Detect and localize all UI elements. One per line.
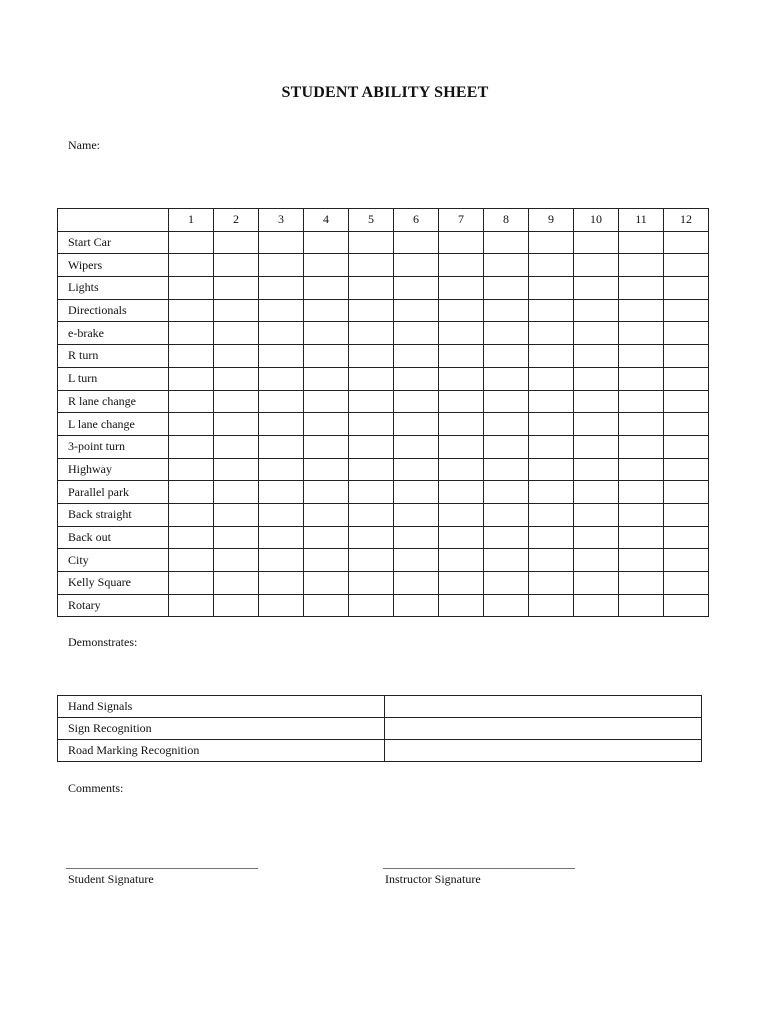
table-row [58,299,709,322]
check-cell[interactable] [619,458,664,481]
check-cell[interactable] [439,413,484,436]
check-cell[interactable] [214,572,259,595]
check-cell[interactable] [439,299,484,322]
skill-label: L turn [58,367,169,390]
check-cell[interactable] [484,549,529,572]
check-cell[interactable] [214,299,259,322]
check-cell[interactable] [439,435,484,458]
check-cell[interactable] [394,549,439,572]
skill-label: Highway [58,458,169,481]
check-cell[interactable] [304,435,349,458]
check-cell[interactable] [349,526,394,549]
column-header-8: 8 [484,209,529,232]
check-cell[interactable] [394,526,439,549]
check-cell[interactable] [574,277,619,300]
column-header-4: 4 [304,209,349,232]
skill-label: R turn [58,345,169,368]
skill-label: Directionals [58,299,169,322]
check-cell[interactable] [574,572,619,595]
check-cell[interactable] [214,231,259,254]
check-cell[interactable] [619,322,664,345]
check-cell[interactable] [169,526,214,549]
check-cell[interactable] [664,526,709,549]
check-cell[interactable] [394,299,439,322]
check-cell[interactable] [484,367,529,390]
check-cell[interactable] [349,572,394,595]
check-cell[interactable] [259,413,304,436]
check-cell[interactable] [664,413,709,436]
check-cell[interactable] [169,367,214,390]
check-cell[interactable] [619,481,664,504]
check-cell[interactable] [304,481,349,504]
page-title: STUDENT ABILITY SHEET [281,84,489,101]
check-cell[interactable] [169,503,214,526]
demonstrates-label: Demonstrates: [68,635,138,649]
check-cell[interactable] [259,458,304,481]
check-cell[interactable] [439,367,484,390]
check-cell[interactable] [439,390,484,413]
table-row [58,696,702,718]
check-cell[interactable] [259,481,304,504]
check-cell[interactable] [304,572,349,595]
check-cell[interactable] [304,345,349,368]
check-cell[interactable] [349,277,394,300]
check-cell[interactable] [664,481,709,504]
check-cell[interactable] [304,526,349,549]
check-cell[interactable] [439,254,484,277]
check-cell[interactable] [169,231,214,254]
table-row [58,322,709,345]
instructor-signature-line[interactable]: ________________________________ [383,856,575,870]
skill-label: Wipers [58,254,169,277]
check-cell[interactable] [484,254,529,277]
check-cell[interactable] [529,254,574,277]
skill-label: Lights [58,277,169,300]
check-cell[interactable] [169,390,214,413]
check-cell[interactable] [349,254,394,277]
check-cell[interactable] [304,549,349,572]
check-cell[interactable] [259,503,304,526]
check-cell[interactable] [304,277,349,300]
grid-corner-cell [58,209,169,232]
check-cell[interactable] [394,481,439,504]
check-cell[interactable] [349,594,394,617]
check-cell[interactable] [214,345,259,368]
check-cell[interactable] [214,277,259,300]
name-label: Name: [68,138,100,152]
check-cell[interactable] [619,231,664,254]
check-cell[interactable] [259,367,304,390]
check-cell[interactable] [214,390,259,413]
table-row [58,413,709,436]
check-cell[interactable] [349,458,394,481]
check-cell[interactable] [169,435,214,458]
check-cell[interactable] [664,299,709,322]
skill-label: Rotary [58,594,169,617]
check-cell[interactable] [169,572,214,595]
check-cell[interactable] [484,390,529,413]
check-cell[interactable] [529,390,574,413]
check-cell[interactable] [214,413,259,436]
check-cell[interactable] [574,367,619,390]
column-header-6: 6 [394,209,439,232]
check-cell[interactable] [214,503,259,526]
check-cell[interactable] [664,277,709,300]
column-header-7: 7 [439,209,484,232]
check-cell[interactable] [484,299,529,322]
check-cell[interactable] [484,594,529,617]
table-row [58,549,709,572]
check-cell[interactable] [664,322,709,345]
check-cell[interactable] [439,458,484,481]
check-cell[interactable] [169,594,214,617]
check-cell[interactable] [664,458,709,481]
check-cell[interactable] [394,345,439,368]
check-cell[interactable] [619,390,664,413]
check-cell[interactable] [619,526,664,549]
check-cell[interactable] [349,481,394,504]
demonstrates-item-label: Road Marking Recognition [58,740,385,762]
table-row [58,367,709,390]
check-cell[interactable] [394,572,439,595]
check-cell[interactable] [349,231,394,254]
check-cell[interactable] [259,594,304,617]
skill-label: Back out [58,526,169,549]
check-cell[interactable] [439,231,484,254]
grid-header-row [58,209,709,232]
check-cell[interactable] [619,277,664,300]
check-cell[interactable] [394,254,439,277]
student-signature-line[interactable]: ________________________________ [66,856,258,870]
check-cell[interactable] [304,254,349,277]
table-row [58,435,709,458]
check-cell[interactable] [664,435,709,458]
check-cell[interactable] [484,277,529,300]
check-cell[interactable] [304,367,349,390]
table-row [58,526,709,549]
check-cell[interactable] [619,435,664,458]
check-cell[interactable] [439,526,484,549]
skill-label: Back straight [58,503,169,526]
check-cell[interactable] [619,345,664,368]
check-cell[interactable] [574,345,619,368]
check-cell[interactable] [349,503,394,526]
check-cell[interactable] [619,413,664,436]
check-cell[interactable] [484,458,529,481]
skill-label: City [58,549,169,572]
check-cell[interactable] [169,299,214,322]
check-cell[interactable] [664,254,709,277]
check-cell[interactable] [664,367,709,390]
check-cell[interactable] [574,481,619,504]
table-row [58,231,709,254]
check-cell[interactable] [169,458,214,481]
check-cell[interactable] [529,299,574,322]
check-cell[interactable] [304,458,349,481]
skill-label: L lane change [58,413,169,436]
column-header-5: 5 [349,209,394,232]
check-cell[interactable] [574,435,619,458]
check-cell[interactable] [214,481,259,504]
instructor-signature-label: Instructor Signature [385,872,481,886]
check-cell[interactable] [169,549,214,572]
check-cell[interactable] [529,526,574,549]
check-cell[interactable] [484,413,529,436]
check-cell[interactable] [619,549,664,572]
check-cell[interactable] [574,254,619,277]
check-cell[interactable] [259,549,304,572]
table-row [58,594,709,617]
check-cell[interactable] [259,231,304,254]
column-header-10: 10 [574,209,619,232]
check-cell[interactable] [619,594,664,617]
check-cell[interactable] [484,231,529,254]
check-cell[interactable] [349,435,394,458]
table-row [58,458,709,481]
check-cell[interactable] [169,322,214,345]
demonstrates-table [57,695,702,762]
check-cell[interactable] [484,572,529,595]
check-cell[interactable] [304,413,349,436]
check-cell[interactable] [214,549,259,572]
check-cell[interactable] [529,435,574,458]
check-cell[interactable] [484,345,529,368]
skill-label: e-brake [58,322,169,345]
check-cell[interactable] [214,526,259,549]
check-cell[interactable] [484,481,529,504]
check-cell[interactable] [259,277,304,300]
check-cell[interactable] [664,572,709,595]
table-row [58,503,709,526]
check-cell[interactable] [574,594,619,617]
check-cell[interactable] [394,435,439,458]
check-cell[interactable] [169,254,214,277]
check-cell[interactable] [214,435,259,458]
column-header-2: 2 [214,209,259,232]
check-cell[interactable] [574,299,619,322]
demonstrates-value-cell[interactable] [385,718,702,740]
check-cell[interactable] [259,322,304,345]
check-cell[interactable] [619,299,664,322]
check-cell[interactable] [574,322,619,345]
check-cell[interactable] [259,254,304,277]
check-cell[interactable] [664,345,709,368]
table-row [58,277,709,300]
column-header-3: 3 [259,209,304,232]
column-header-12: 12 [664,209,709,232]
skill-label: R lane change [58,390,169,413]
check-cell[interactable] [664,549,709,572]
check-cell[interactable] [529,481,574,504]
check-cell[interactable] [304,594,349,617]
check-cell[interactable] [169,277,214,300]
check-cell[interactable] [169,345,214,368]
check-cell[interactable] [439,572,484,595]
check-cell[interactable] [349,322,394,345]
check-cell[interactable] [529,503,574,526]
table-row [58,481,709,504]
demonstrates-item-label: Sign Recognition [58,718,385,740]
check-cell[interactable] [529,549,574,572]
check-cell[interactable] [394,594,439,617]
check-cell[interactable] [574,549,619,572]
check-cell[interactable] [574,458,619,481]
check-cell[interactable] [664,390,709,413]
check-cell[interactable] [304,322,349,345]
check-cell[interactable] [529,322,574,345]
check-cell[interactable] [529,345,574,368]
check-cell[interactable] [529,231,574,254]
check-cell[interactable] [349,345,394,368]
check-cell[interactable] [439,277,484,300]
check-cell[interactable] [349,390,394,413]
check-cell[interactable] [394,322,439,345]
skill-label: Kelly Square [58,572,169,595]
comments-label: Comments: [68,781,124,795]
check-cell[interactable] [349,413,394,436]
check-cell[interactable] [529,413,574,436]
check-cell[interactable] [619,503,664,526]
demonstrates-item-label: Hand Signals [58,696,385,718]
check-cell[interactable] [529,367,574,390]
check-cell[interactable] [259,299,304,322]
check-cell[interactable] [574,413,619,436]
check-cell[interactable] [394,503,439,526]
column-header-1: 1 [169,209,214,232]
skill-label: Parallel park [58,481,169,504]
check-cell[interactable] [394,458,439,481]
check-cell[interactable] [574,231,619,254]
demonstrates-value-cell[interactable] [385,696,702,718]
check-cell[interactable] [484,322,529,345]
check-cell[interactable] [529,277,574,300]
check-cell[interactable] [619,254,664,277]
check-cell[interactable] [484,435,529,458]
check-cell[interactable] [349,367,394,390]
check-cell[interactable] [619,572,664,595]
check-cell[interactable] [529,458,574,481]
student-signature-label: Student Signature [68,872,154,886]
check-cell[interactable] [439,549,484,572]
check-cell[interactable] [214,322,259,345]
check-cell[interactable] [664,594,709,617]
check-cell[interactable] [664,231,709,254]
check-cell[interactable] [169,481,214,504]
check-cell[interactable] [574,526,619,549]
check-cell[interactable] [439,481,484,504]
column-header-11: 11 [619,209,664,232]
table-row [58,740,702,762]
check-cell[interactable] [619,367,664,390]
check-cell[interactable] [394,231,439,254]
check-cell[interactable] [574,390,619,413]
check-cell[interactable] [304,390,349,413]
check-cell[interactable] [349,549,394,572]
check-cell[interactable] [169,413,214,436]
table-row [58,572,709,595]
table-row [58,718,702,740]
check-cell[interactable] [304,503,349,526]
check-cell[interactable] [259,345,304,368]
check-cell[interactable] [304,299,349,322]
check-cell[interactable] [304,231,349,254]
check-cell[interactable] [259,526,304,549]
check-cell[interactable] [484,503,529,526]
check-cell[interactable] [214,594,259,617]
check-cell[interactable] [259,572,304,595]
check-cell[interactable] [259,390,304,413]
table-row [58,390,709,413]
check-cell[interactable] [664,503,709,526]
demonstrates-value-cell[interactable] [385,740,702,762]
check-cell[interactable] [214,254,259,277]
check-cell[interactable] [439,345,484,368]
table-row [58,345,709,368]
check-cell[interactable] [484,526,529,549]
check-cell[interactable] [439,322,484,345]
ability-grid [57,208,709,617]
check-cell[interactable] [259,435,304,458]
check-cell[interactable] [214,458,259,481]
check-cell[interactable] [529,594,574,617]
check-cell[interactable] [394,277,439,300]
skill-label: Start Car [58,231,169,254]
check-cell[interactable] [439,594,484,617]
check-cell[interactable] [574,503,619,526]
column-header-9: 9 [529,209,574,232]
check-cell[interactable] [394,413,439,436]
table-row [58,254,709,277]
check-cell[interactable] [394,367,439,390]
check-cell[interactable] [439,503,484,526]
check-cell[interactable] [394,390,439,413]
check-cell[interactable] [349,299,394,322]
skill-label: 3-point turn [58,435,169,458]
check-cell[interactable] [529,572,574,595]
check-cell[interactable] [214,367,259,390]
